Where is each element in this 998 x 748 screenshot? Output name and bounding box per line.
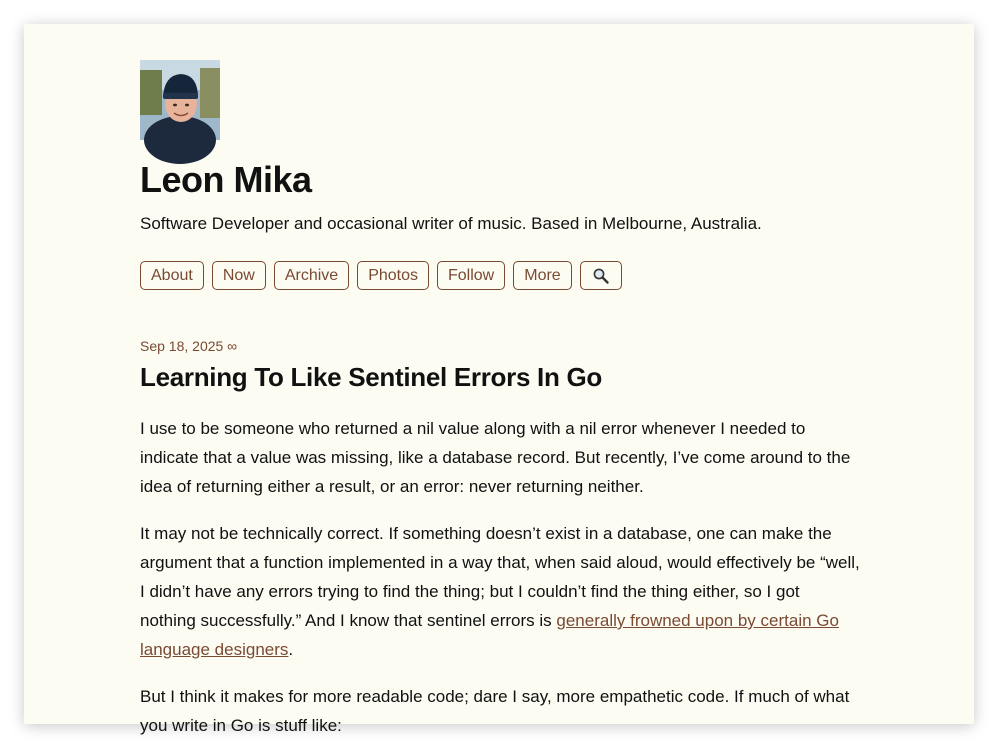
nav-about-button[interactable]: About	[140, 261, 204, 290]
magnifier-icon	[592, 267, 610, 285]
site-tagline: Software Developer and occasional writer of music. Based in Melbourne, Australia.	[140, 214, 762, 233]
frowned-upon-link[interactable]: generally frowned upon by certain Go language designers	[140, 611, 839, 659]
nav-bar	[140, 261, 860, 290]
paragraph-2-text: It may not be technically correct. If something doesn’t exist in a database, one can make the argument that a function implemented in a way that, when said aloud, would effectively be “well, I didn’t have any errors trying to find the thing; but I couldn’t find the thing either, so I got nothing successfully.” And I know that sentinel errors is	[140, 524, 860, 630]
search-button[interactable]	[580, 261, 622, 290]
nav-follow-button[interactable]: Follow	[437, 261, 505, 290]
browser-viewport	[24, 24, 974, 735]
post-date-permalink[interactable]: Sep 18, 2025 ∞	[140, 338, 238, 354]
nav-more-button[interactable]: More	[513, 261, 571, 290]
paragraph-2-end: .	[288, 640, 294, 659]
nav-photos-button[interactable]: Photos	[357, 261, 429, 290]
post-paragraph-2	[140, 519, 860, 664]
post-title[interactable]: Learning To Like Sentinel Errors In Go	[140, 362, 602, 392]
post-paragraph-1: I use to be someone who returned a nil value along with a nil error whenever I needed to indicate that a value was missing, like a database record. But recently, I’ve come around to the idea of returning either a result, or an error: never returning neither.	[140, 419, 851, 496]
nav-now-button[interactable]: Now	[212, 261, 266, 290]
nav-archive-button[interactable]: Archive	[274, 261, 349, 290]
post-paragraph-3: But I think it makes for more readable code; dare I say, more empathetic code. If much of what you write in Go is stuff like:	[140, 687, 850, 735]
site-title[interactable]: Leon Mika	[140, 159, 312, 200]
avatar-photo	[140, 60, 220, 140]
avatar[interactable]	[140, 60, 220, 140]
page-content	[140, 60, 860, 740]
